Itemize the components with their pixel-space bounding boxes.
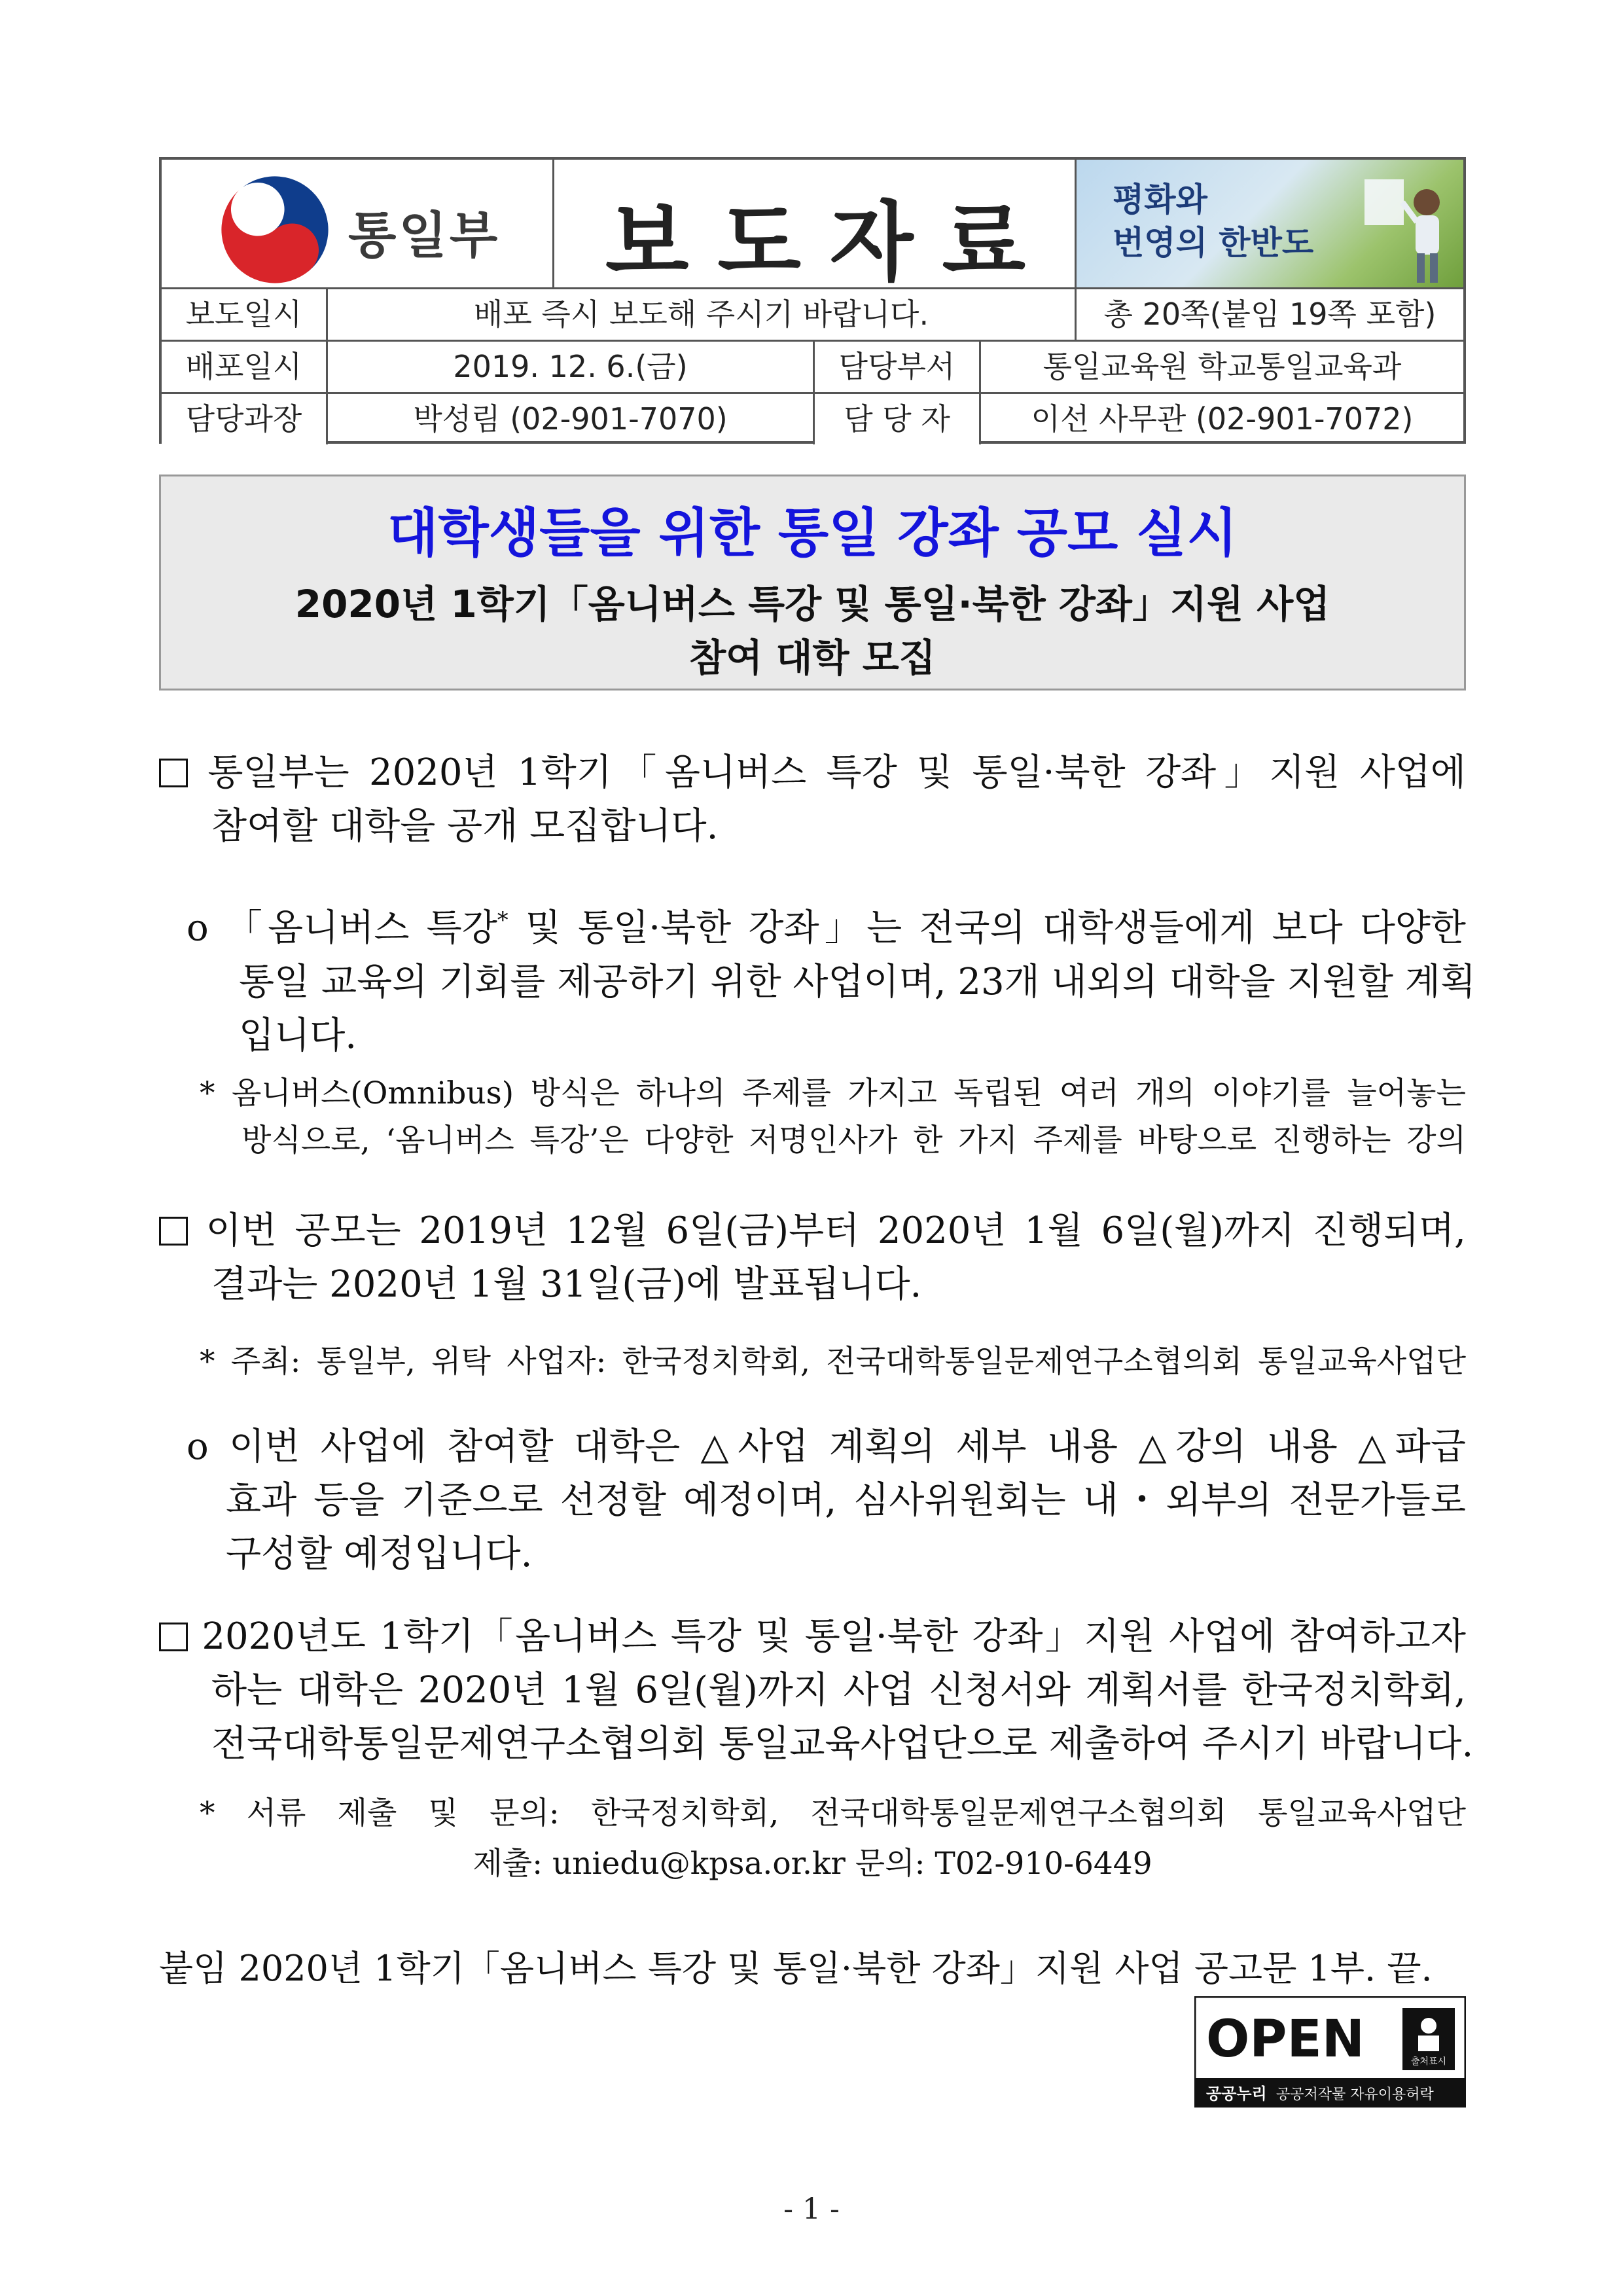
- taeguk-emblem-icon: [219, 174, 330, 285]
- ministry-name: 통일부: [348, 206, 501, 264]
- distribution-date-row: [162, 340, 1463, 392]
- sub-headline-1: 2020년 1학기「옴니버스 특강 및 통일·북한 강좌」지원 사업: [294, 582, 1330, 626]
- paragraph-3: [159, 1204, 1466, 1312]
- paragraph-5-line-3: 전국대학통일문제연구소협의회 통일교육사업단으로 제출하여 주시기 바랍니다.: [211, 1723, 1474, 1765]
- note-submission: [200, 1790, 1466, 1837]
- checkbox-square-icon: [159, 1623, 188, 1651]
- note-organizer-line: * 주최: 통일부, 위탁 사업자: 한국정치학회, 전국대학통일문제연구소협의회 통일교육사업단: [200, 1344, 1466, 1380]
- paragraph-4: [187, 1420, 1466, 1581]
- department-label: 담당부서: [815, 342, 981, 392]
- sub-headline-2: 참여 대학 모집: [689, 636, 936, 680]
- paragraph-2-line-2: 통일 교육의 기회를 제공하기 위한 사업이며, 23개 내외의 대학을 지원할 계획: [239, 960, 1476, 1003]
- paragraph-2-line-1: o 「옴니버스 특강* 및 통일·북한 강좌」는 전국의 대학생들에게 보다 다양한: [187, 906, 1466, 950]
- press-header-table: [159, 157, 1466, 444]
- footnote-star: *: [497, 907, 508, 933]
- contact-row: [162, 392, 1463, 444]
- director-value: 박성림 (02-901-7070): [328, 394, 815, 444]
- note-submission-line: * 서류 제출 및 문의: 한국정치학회, 전국대학통일문제연구소협의회 통일교육사업단: [200, 1795, 1466, 1831]
- banner-line-1: 평화와: [1113, 181, 1207, 219]
- paragraph-1-line-2: 참여할 대학을 공개 모집합니다.: [211, 805, 719, 848]
- paragraph-4-line-1: o 이번 사업에 참여할 대학은 △사업 계획의 세부 내용 △강의 내용 △파급: [187, 1426, 1466, 1468]
- note-omnibus-line-2: 방식으로, ‘옴니버스 특강’은 다양한 저명인사가 한 가지 주제를 바탕으로 진행하는 강의: [241, 1122, 1466, 1158]
- kogl-open-license-logo: [1194, 1996, 1466, 2108]
- paragraph-2-line-3: 입니다.: [239, 1014, 357, 1057]
- paragraph-5-line-1: 2020년도 1학기「옴니버스 특강 및 통일·북한 강좌」지원 사업에 참여하고자: [159, 1610, 1466, 1664]
- banner-slogan: [1113, 178, 1313, 264]
- submission-contact: 제출: uniedu@kpsa.or.kr 문의: T02-910-6449: [473, 1846, 1152, 1882]
- checkbox-square-icon: [159, 759, 188, 787]
- main-headline: 대학생들을 위한 통일 강좌 공모 실시: [387, 503, 1238, 564]
- page-number: - 1 -: [783, 2193, 840, 2226]
- department-value: 통일교육원 학교통일교육과: [1043, 349, 1402, 384]
- note-organizer: [200, 1338, 1466, 1386]
- paragraph-5-line-2: 하는 대학은 2020년 1월 6일(월)까지 사업 신청서와 계획서를 한국정치학회,: [211, 1669, 1466, 1712]
- paragraph-4-line-3: 구성할 예정입니다.: [226, 1533, 533, 1575]
- press-release-title: 보도자료: [605, 192, 1055, 293]
- page-count: 총 20쪽(붙임 19쪽 포함): [1103, 296, 1436, 332]
- headline-box: [159, 475, 1466, 691]
- release-date-row: [162, 287, 1463, 340]
- paragraph-2: [187, 893, 1476, 1063]
- note-omnibus-line-1: * 옴니버스(Omnibus) 방식은 하나의 주제를 가지고 독립된 여러 개의 이야기를 늘어놓는: [200, 1075, 1466, 1111]
- banner-line-2: 번영의 한반도: [1113, 224, 1314, 262]
- paragraph-5: [159, 1610, 1474, 1771]
- open-caption-bold: 공공누리: [1206, 2085, 1267, 2103]
- release-date-value: 배포 즉시 보도해 주시기 바랍니다.: [328, 289, 1077, 340]
- distribution-date-label: 배포일시: [162, 342, 328, 392]
- open-badge: 출처표시: [1410, 2056, 1447, 2067]
- contact-person-value: 이선 사무관 (02-901-7072): [1031, 401, 1414, 437]
- note-omnibus: [200, 1070, 1466, 1164]
- release-date-label: 보도일시: [162, 289, 328, 340]
- contact-person-label: 담 당 자: [815, 394, 981, 444]
- attachment-line: 붙임 2020년 1학기「옴니버스 특강 및 통일·북한 강좌」지원 사업 공고문 1부. 끝.: [159, 1948, 1433, 1989]
- child-figure-icon: [1351, 166, 1463, 287]
- paragraph-3-line-2: 결과는 2020년 1월 31일(금)에 발표됩니다.: [211, 1263, 922, 1306]
- checkbox-square-icon: [159, 1217, 188, 1246]
- paragraph-3-line-1: 이번 공모는 2019년 12월 6일(금)부터 2020년 1월 6일(월)까지 진행되며,: [159, 1204, 1466, 1258]
- paragraph-4-line-2: 효과 등을 기준으로 선정할 예정이며, 심사위원회는 내・외부의 전문가들로: [226, 1479, 1466, 1522]
- director-label: 담당과장: [162, 394, 328, 444]
- paragraph-1-line-1: 통일부는 2020년 1학기「옴니버스 특강 및 통일·북한 강좌」지원 사업에: [159, 746, 1466, 800]
- paragraph-1: [159, 746, 1466, 853]
- peace-banner: [1077, 160, 1463, 287]
- distribution-date-value: 2019. 12. 6.(금): [328, 342, 815, 392]
- press-title-cell: [554, 160, 1077, 293]
- open-caption: 공공저작물 자유이용허락: [1276, 2087, 1434, 2103]
- open-word: OPEN: [1206, 2010, 1365, 2069]
- ministry-logo-cell: [162, 160, 554, 287]
